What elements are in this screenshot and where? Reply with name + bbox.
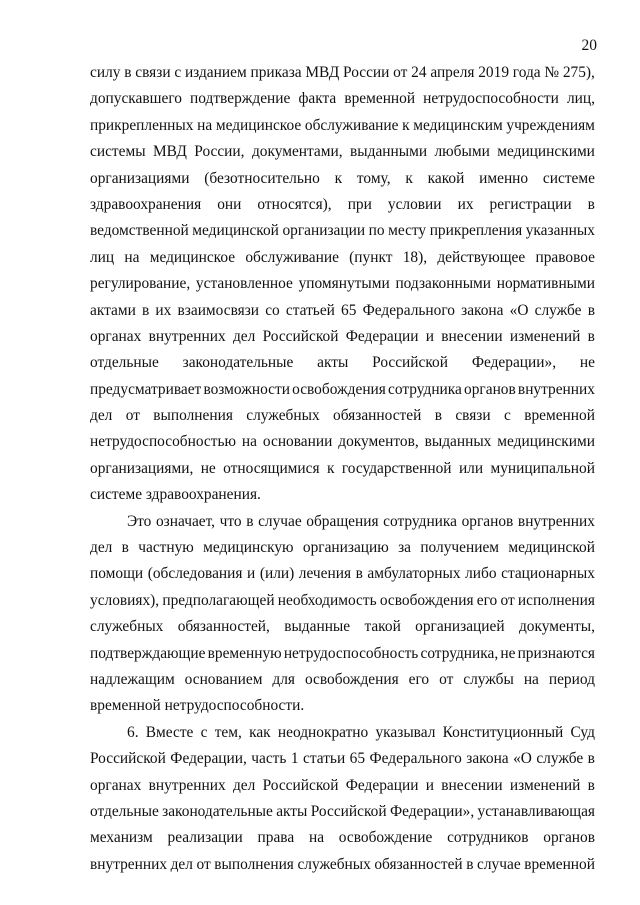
text-line: ведомственной медицинской организации по месту прикрепления указанных [90, 222, 595, 240]
text-line: системы МВД России, документами, выданными любыми медицинскими [90, 143, 595, 161]
text-line: надлежащим основанием для освобождения его от службы на период [90, 670, 595, 688]
text-line: дел от выполнения служебных обязанностей в связи с временной [90, 407, 595, 425]
text-line: помощи (обследования и (или) лечения в амбулаторных либо стационарных [90, 565, 595, 583]
text-line: регулирование, установленное упомянутыми подзаконными нормативными [90, 275, 595, 293]
text-line: механизм реализации права на освобождение сотрудников органов [90, 829, 595, 847]
text-line: Это означает, что в случае обращения сотрудника органов внутренних [127, 512, 595, 530]
text-line: здравоохранения они относятся), при условии их регистрации в [90, 195, 595, 213]
text-line: допускавшего подтверждение факта временной нетрудоспособности лиц, [90, 90, 595, 108]
text-line: Российской Федерации, часть 1 статьи 65 Федерального закона «О службе в [90, 750, 595, 768]
text-line: органах внутренних дел Российской Федерации и внесении изменений в [90, 327, 595, 345]
text-line: условиях), предполагающей необходимость освобождения его от исполнения [90, 591, 595, 609]
text-line: организациями, не относящимися к государственной или муниципальной [90, 459, 595, 477]
text-line: силу в связи с изданием приказа МВД России от 24 апреля 2019 года № 275), [90, 64, 595, 81]
text-line: подтверждающие временную нетрудоспособность сотрудника, не признаются [90, 644, 595, 662]
text-line: организациями (безотносительно к тому, к какой именно системе [90, 169, 595, 187]
text-line: 6. Вместе с тем, как неоднократно указывал Конституционный Суд [127, 723, 595, 741]
text-line: отдельные законодательные акты Российской Федерации», устанавливающая [90, 802, 595, 820]
text-line: прикрепленных на медицинское обслуживание к медицинским учреждениям [90, 116, 595, 134]
text-line: лиц на медицинское обслуживание (пункт 18), действующее правовое [90, 248, 595, 266]
text-line: временной нетрудоспособности. [90, 697, 305, 715]
text-line: отдельные законодательные акты Российской Федерации», не [90, 354, 595, 372]
text-line: дел в частную медицинскую организацию за получением медицинской [90, 539, 595, 557]
page-number: 20 [581, 37, 597, 54]
text-line: предусматривает возможности освобождения сотрудника органов внутренних [90, 380, 595, 398]
text-line: нетрудоспособностью на основании документов, выданных медицинскими [90, 433, 595, 451]
text-line: системе здравоохранения. [90, 486, 261, 504]
text-line: актами в их взаимосвязи со статьей 65 Федерального закона «О службе в [90, 301, 595, 319]
text-line: органах внутренних дел Российской Федерации и внесении изменений в [90, 776, 595, 794]
text-line: внутренних дел от выполнения служебных обязанностей в случае временной [90, 855, 595, 873]
text-line: служебных обязанностей, выданные такой организацией документы, [90, 618, 595, 636]
document-body [90, 60, 595, 878]
